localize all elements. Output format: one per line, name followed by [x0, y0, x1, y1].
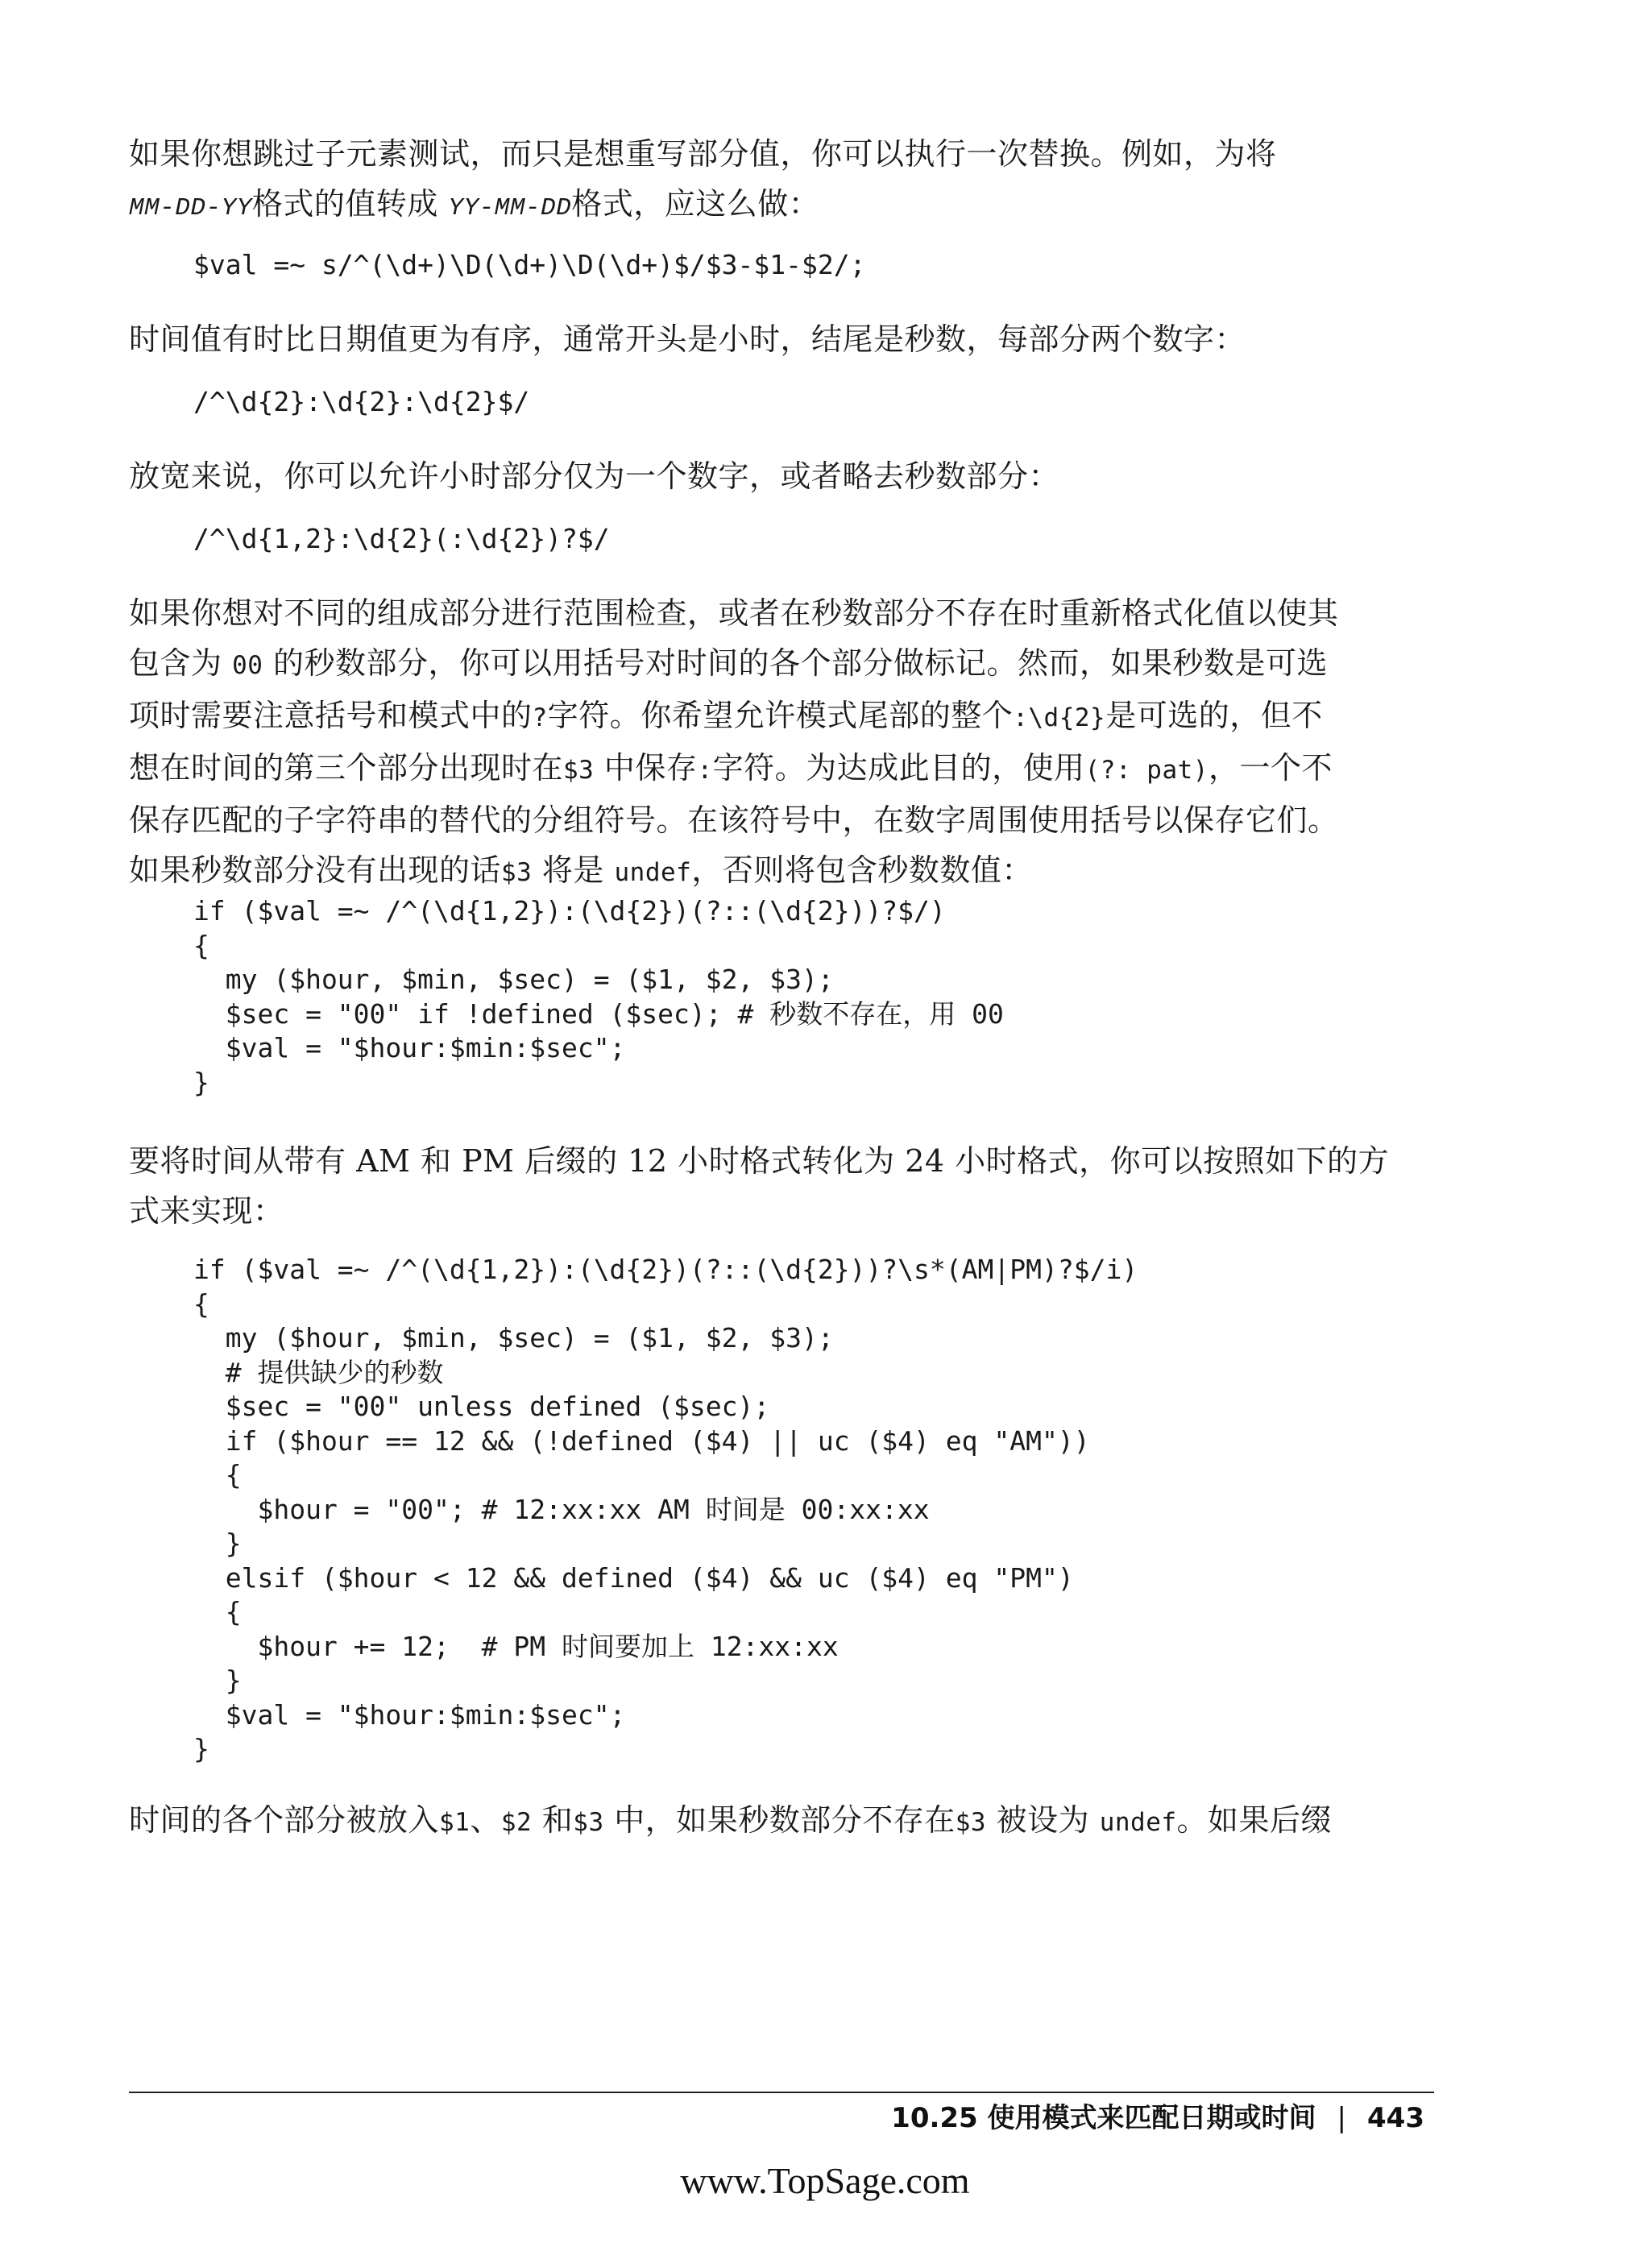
- text: 将是: [532, 852, 615, 888]
- text: 字符。你希望允许模式尾部的整个: [547, 698, 1014, 733]
- inline-code: :: [697, 756, 713, 785]
- footer-rule: [129, 2092, 1434, 2093]
- paragraph-parts: [129, 1795, 1406, 1847]
- code-line: $hour += 12; # PM 时间要加上 12:xx:xx: [193, 1630, 839, 1662]
- code-time-regex: /^\d{2}:\d{2}:\d{2}$/: [193, 386, 530, 417]
- text: ，否则将包含秒数数值：: [691, 852, 1033, 888]
- code-line: elsif ($hour < 12 && defined ($4) && uc ($4) eq "PM"): [193, 1561, 1074, 1594]
- text: 格式，应这么做：: [571, 186, 820, 222]
- section-title: 10.25 使用模式来匹配日期或时间: [891, 2102, 1316, 2134]
- code-line: my ($hour, $min, $sec) = ($1, $2, $3);: [193, 1322, 834, 1354]
- code-line: $hour = "00"; # 12:xx:xx AM 时间是 00:xx:xx: [193, 1493, 930, 1525]
- inline-code: ?: [532, 703, 548, 732]
- text: 中，如果秒数部分不存在: [603, 1802, 956, 1838]
- text: 、: [470, 1802, 501, 1838]
- text: 要将时间从带有 AM 和 PM 后缀的 12 小时格式转化为 24 小时格式，你可以按照如下的方: [129, 1143, 1390, 1179]
- code-line: {: [193, 1287, 209, 1320]
- code-relaxed-regex: /^\d{1,2}:\d{2}(:\d{2})?$/: [193, 523, 610, 554]
- text: 中保存: [594, 750, 698, 786]
- text: 包含为: [129, 645, 233, 681]
- inline-code: $3: [501, 858, 533, 887]
- inline-code: undef: [614, 858, 692, 887]
- inline-code: undef: [1099, 1808, 1177, 1837]
- inline-code: $2: [500, 1808, 533, 1837]
- text: 如果你想跳过子元素测试，而只是想重写部分值，你可以执行一次替换。例如，为将: [129, 136, 1277, 172]
- text: 项时需要注意括号和模式中的: [129, 698, 533, 733]
- code-line: }: [193, 1066, 209, 1098]
- page-number: 443: [1367, 2102, 1424, 2134]
- code-substitution: $val =~ s/^(\d+)\D(\d+)\D(\d+)$/$3-$1-$2/;: [193, 249, 866, 280]
- code-line: if ($val =~ /^(\d{1,2}):(\d{2})(?::(\d{2}))?$/): [193, 895, 946, 927]
- inline-code: (?: pat): [1084, 756, 1208, 785]
- inline-code: $3: [955, 1808, 987, 1837]
- code-line: }: [193, 1528, 242, 1559]
- paragraph-am-pm: [129, 1136, 1406, 1236]
- paragraph-intro: [129, 129, 1406, 234]
- code-line: $val = "$hour:$min:$sec";: [193, 1698, 626, 1731]
- code-line: {: [193, 929, 209, 961]
- text: 格式的值转成: [251, 186, 449, 222]
- inline-code: $3: [563, 756, 595, 785]
- text: ，一个不: [1208, 750, 1333, 786]
- footer-separator: |: [1337, 2102, 1347, 2134]
- code-line: $sec = "00" unless defined ($sec);: [193, 1391, 770, 1422]
- text: 被设为: [986, 1802, 1100, 1838]
- text: 想在时间的第三个部分出现时在: [129, 750, 564, 786]
- code-line: $sec = "00" if !defined ($sec); # 秒数不存在，用 00: [193, 997, 1004, 1030]
- format-mm-dd-yy: MM-DD-YY: [129, 194, 252, 222]
- text: 式来实现：: [129, 1193, 284, 1229]
- text: 字符。为达成此目的，使用: [712, 750, 1085, 786]
- code-line: {: [193, 1459, 242, 1491]
- inline-code: 00: [232, 651, 263, 680]
- code-line: }: [193, 1665, 242, 1696]
- code-block-am-pm: [193, 1253, 1138, 1767]
- text: 时间的各个部分被放入: [129, 1802, 440, 1838]
- code-line: }: [193, 1733, 209, 1764]
- paragraph-range-check: [129, 588, 1406, 898]
- code-line: # 提供缺少的秒数: [193, 1356, 444, 1388]
- code-line: if ($hour == 12 && (!defined ($4) || uc ($4) eq "AM")): [193, 1424, 1090, 1457]
- format-yy-mm-dd: YY-MM-DD: [448, 194, 572, 222]
- text: 是可选的，但不: [1105, 698, 1323, 733]
- text: 的秒数部分，你可以用括号对时间的各个部分做标记。然而，如果秒数是可选: [263, 645, 1329, 681]
- text: 保存匹配的子字符串的替代的分组符号。在该符号中，在数字周围使用括号以保存它们。: [129, 802, 1339, 838]
- text: 如果秒数部分没有出现的话: [129, 852, 502, 888]
- inline-code: :\d{2}: [1013, 703, 1106, 732]
- code-line: {: [193, 1596, 242, 1627]
- code-block-24h: [193, 894, 1004, 1100]
- paragraph-time-order: 时间值有时比日期值更为有序，通常开头是小时，结尾是秒数，每部分两个数字：: [129, 321, 1246, 357]
- inline-code: $1: [439, 1808, 471, 1837]
- watermark-url: www.TopSage.com: [680, 2160, 970, 2201]
- running-footer: [891, 2100, 1424, 2137]
- paragraph-relaxed: 放宽来说，你可以允许小时部分仅为一个数字，或者略去秒数部分：: [129, 458, 1060, 494]
- code-line: my ($hour, $min, $sec) = ($1, $2, $3);: [193, 964, 834, 995]
- code-line: if ($val =~ /^(\d{1,2}):(\d{2})(?::(\d{2}))?\s*(AM|PM)?$/i): [193, 1254, 1138, 1285]
- code-line: $val = "$hour:$min:$sec";: [193, 1032, 626, 1064]
- text: 。如果后缀: [1176, 1802, 1333, 1838]
- inline-code: $3: [573, 1808, 604, 1837]
- text: 和: [532, 1802, 574, 1838]
- text: 如果你想对不同的组成部分进行范围检查，或者在秒数部分不存在时重新格式化值以使其: [129, 595, 1339, 631]
